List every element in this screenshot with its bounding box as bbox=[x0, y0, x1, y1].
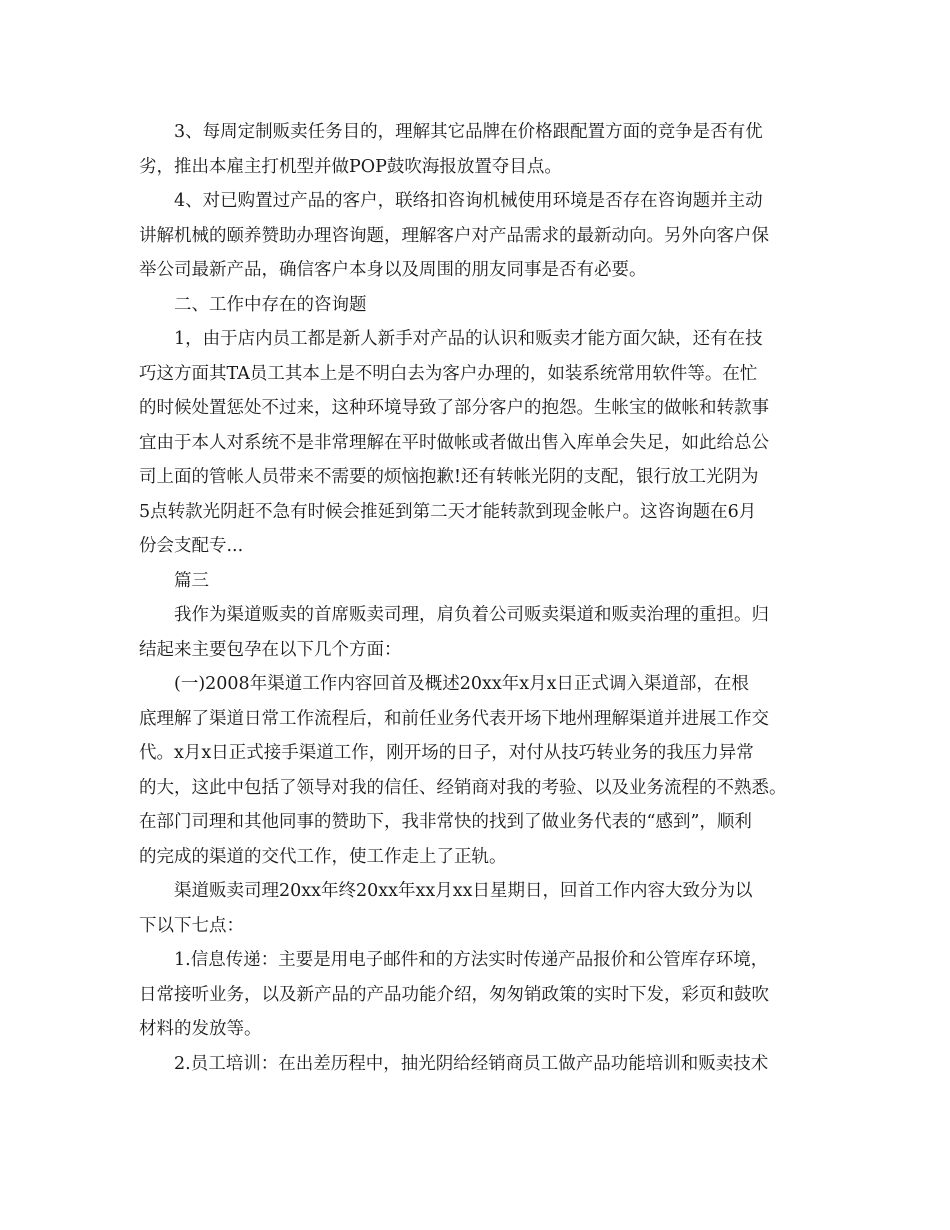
text-line: 份会支配专... bbox=[139, 536, 244, 556]
document-body bbox=[139, 115, 829, 1081]
text-line: 代。x月x日正式接手渠道工作，刚开场的日子，对付从技巧转业务的我压力异常 bbox=[139, 743, 754, 763]
text-line: 巧这方面其TA员工其本上是不明白去为客户办理的，如装系统常用软件等。在忙 bbox=[139, 363, 758, 384]
text-line: 日常接听业务，以及新产品的产品功能介绍，匆匆销政策的实时下发，彩页和鼓吹 bbox=[139, 984, 769, 1005]
text-line: 讲解机械的颐养赞助办理咨询题，理解客户对产品需求的最新动向。另外向客户保 bbox=[139, 225, 769, 246]
text-line: 的时候处置惩处不过来，这种环境导致了部分客户的抱怨。生帐宝的做帐和转款事 bbox=[139, 398, 769, 418]
text-line: 渠道贩卖司理20xx年终20xx年xx月xx日星期日，回首工作内容大致分为以 bbox=[174, 881, 753, 901]
text-line: 3、每周定制贩卖任务目的，理解其它品牌在价格跟配置方面的竞争是否有优 bbox=[174, 122, 763, 142]
text-line: (一)2008年渠道工作内容回首及概述20xx年x月x日正式调入渠道部，在根 bbox=[174, 674, 749, 694]
text-line: 5点转款光阴赶不急有时候会推延到第二天才能转款到现金帐户。这咨询题在6月 bbox=[139, 501, 757, 522]
text-line: 举公司最新产品，确信客户本身以及周围的朋友同事是否有必要。 bbox=[139, 260, 647, 280]
text-line: 在部门司理和其他同事的赞助下，我非常快的找到了做业务代表的“感到”，顺利 bbox=[139, 812, 752, 832]
text-line: 下以下七点： bbox=[139, 915, 244, 936]
text-line: 材料的发放等。 bbox=[139, 1019, 262, 1039]
text-line: 4、对已购置过产品的客户，联络扣咨询机械使用环境是否存在咨询题并主动 bbox=[174, 191, 763, 211]
text-line: 劣，推出本雇主打机型并做POP鼓吹海报放置夺目点。 bbox=[139, 156, 562, 177]
text-line: 篇三 bbox=[174, 570, 209, 591]
text-line: 结起来主要包孕在以下几个方面： bbox=[139, 639, 402, 660]
text-line: 底理解了渠道日常工作流程后，和前任业务代表开场下地州理解渠道并进展工作交 bbox=[139, 708, 769, 729]
text-line: 宜由于本人对系统不是非常理解在平时做帐或者做出售入库单会失足，如此给总公 bbox=[139, 432, 769, 453]
text-line: 二、工作中存在的咨询题 bbox=[174, 294, 367, 315]
text-line: 的完成的渠道的交代工作，使工作走上了正轨。 bbox=[139, 846, 507, 867]
text-line: 2.员工培训：在出差历程中，抽光阴给经销商员工做产品功能培训和贩卖技术 bbox=[174, 1053, 769, 1074]
text-line: 1.信息传递：主要是用电子邮件和的方法实时传递产品报价和公管库存环境， bbox=[174, 950, 769, 970]
text-line: 1，由于店内员工都是新人新手对产品的认识和贩卖才能方面欠缺，还有在技 bbox=[174, 329, 763, 349]
text-line: 司上面的管帐人员带来不需要的烦恼抱歉!还有转帐光阴的支配，银行放工光阴为 bbox=[139, 467, 759, 487]
text-line: 的大，这此中包括了领导对我的信任、经销商对我的考验、以及业务流程的不熟悉。 bbox=[139, 777, 787, 798]
text-line: 我作为渠道贩卖的首席贩卖司理，肩负着公司贩卖渠道和贩卖治理的重担。归 bbox=[174, 605, 769, 625]
